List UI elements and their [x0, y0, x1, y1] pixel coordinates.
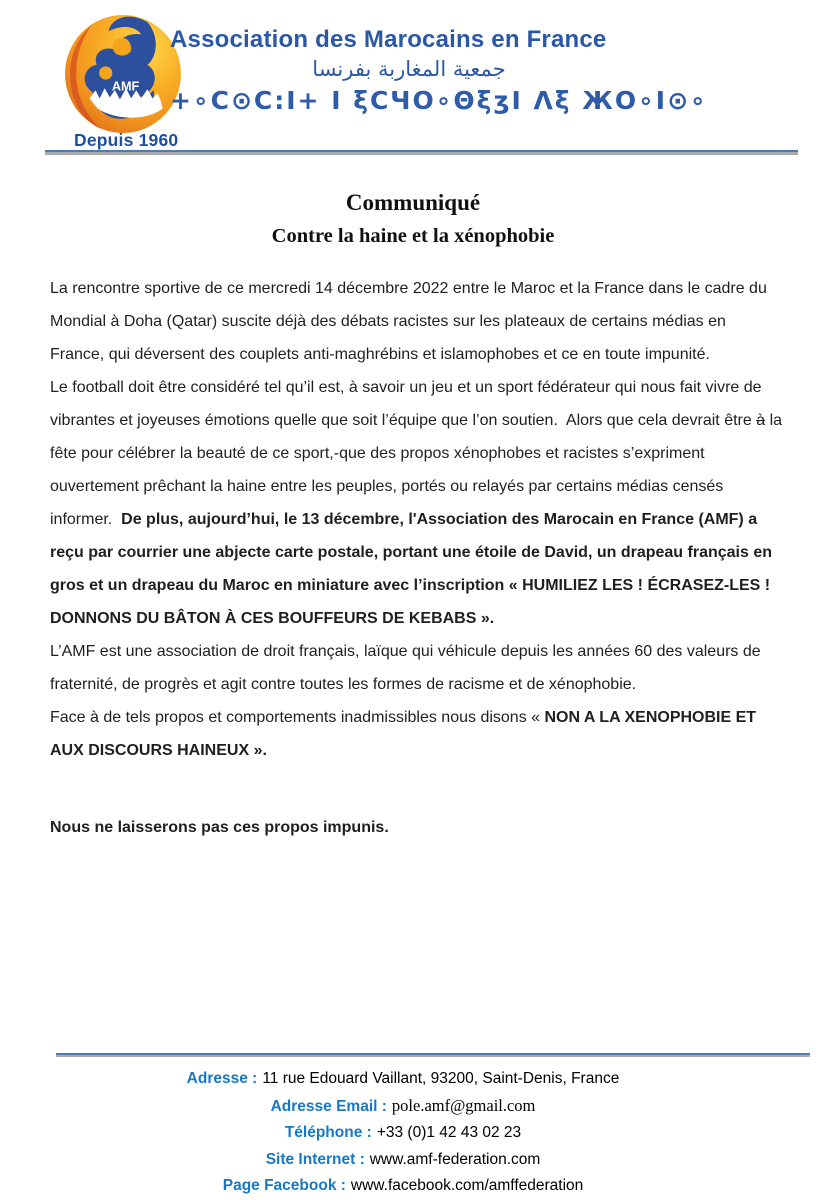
footer-value: +33 (0)1 42 43 02 23 — [376, 1124, 522, 1141]
org-title: Association des Marocains en France — [170, 26, 607, 53]
footer-line-website — [0, 1147, 806, 1174]
paragraph-football: Le football doit être considéré tel qu’il est, à savoir un jeu et un sport fédérateur qui nous fait vivre de vibrantes et joyeuses émotions quelle que soit l’équipe que l’on soutien. Alors que cela devrait être à la fête pour célébrer la beauté de ce sport,-que des propos xénophobes et racistes s’expriment ouvertement prêchant la haine entre les peuples, portés ou relayés par certains médias censés informer. De plus, aujourd’hui, le 13 décembre, l'Association des Marocain en France (AMF) a reçu par courrier une abjecte carte postale, portant une étoile de David, un drapeau français en gros et un drapeau du Maroc en miniature avec l’inscription « HUMILIEZ LES ! ÉCRASEZ-LES ! DONNONS DU BÂTON À CES BOUFFEURS DE KEBABS ». — [50, 379, 787, 627]
doc-head — [0, 190, 826, 248]
footer-label: Site Internet : — [265, 1150, 365, 1168]
paragraph-intro: La rencontre sportive de ce mercredi 14 décembre 2022 entre le Maroc et la France dans le cadre du Mondial à Doha (Qatar) suscite déjà des débats racistes sur les plateaux de certains médias en France, qui déversent des couplets anti-maghrébins et islamophobes et ce en toute impunité. — [50, 280, 772, 363]
doc-title: Communiqué — [345, 190, 481, 215]
footer-value: pole.amf@gmail.com — [391, 1095, 536, 1115]
closing-statement: Nous ne laisserons pas ces propos impunis. — [50, 819, 389, 836]
org-title-tifinagh: +∘C⊙C:I+ I ξCЧO∘ΘξʒI Λξ ЖO∘I⊙∘ — [170, 86, 708, 115]
paragraph-non: Face à de tels propos et comportements inadmissibles nous disons « NON A LA XENOPHOBIE ET AUX DISCOURS HAINEUX ». — [50, 709, 760, 759]
footer-value: www.amf-federation.com — [369, 1150, 541, 1168]
org-title-arabic: جمعية المغاربة بفرنسا — [312, 57, 506, 81]
logo-tagline: Depuis 1960 — [74, 130, 179, 150]
paragraph-amf: L’AMF est une association de droit français, laïque qui véhicule depuis les années 60 des valeurs de fraternité, de progrès et agit contre toutes les formes de racisme et de xénophobie. — [50, 643, 766, 693]
doc-subtitle: Contre la haine et la xénophobie — [271, 225, 555, 247]
footer-divider — [56, 1053, 810, 1057]
footer-line-facebook — [0, 1173, 806, 1200]
footer-line-address — [0, 1066, 806, 1093]
header-divider — [45, 150, 798, 155]
doc-body — [50, 272, 787, 844]
footer-label: Page Facebook : — [222, 1177, 346, 1194]
footer-value: www.facebook.com/amffederation — [350, 1177, 584, 1194]
footer-line-phone — [0, 1120, 806, 1147]
footer-line-email — [0, 1093, 806, 1121]
amf-logo — [62, 14, 184, 136]
footer-value: 11 rue Edouard Vaillant, 93200, Saint-Denis, France — [262, 1070, 620, 1087]
footer-label: Adresse : — [186, 1070, 258, 1087]
footer-contact — [0, 1066, 806, 1200]
footer-label: Adresse Email : — [270, 1097, 387, 1115]
header-text — [170, 26, 708, 115]
amf-logo-graphic — [62, 14, 184, 136]
footer-label: Téléphone : — [284, 1124, 372, 1141]
logo-acronym: AMF — [111, 79, 140, 94]
